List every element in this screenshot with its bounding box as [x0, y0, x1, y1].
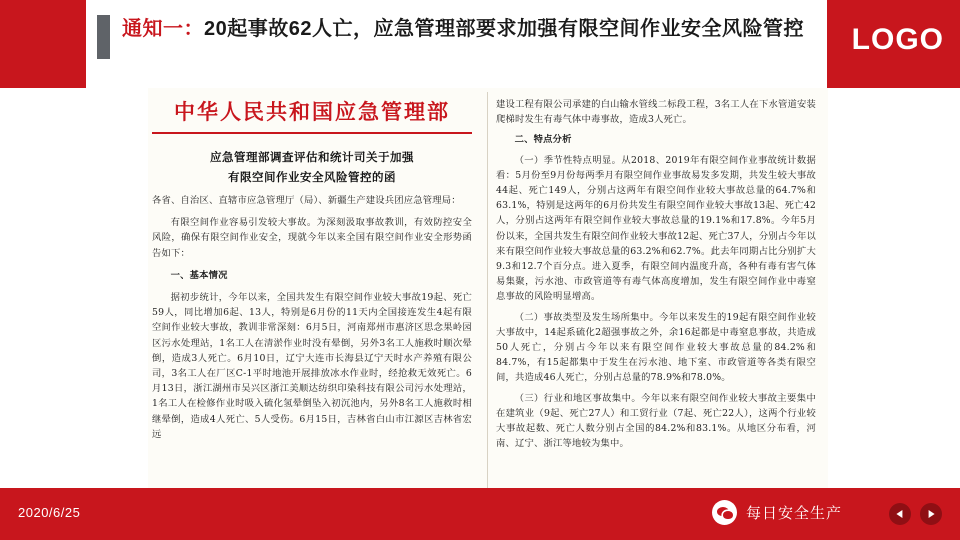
slide-header	[0, 0, 960, 88]
document-section-heading: 一、基本情况	[170, 269, 228, 281]
wechat-icon	[712, 500, 737, 525]
page-title	[122, 14, 812, 44]
document-paragraph: （二）事故类型及发生场所集中。今年以来发生的19起有限空间作业较大事故中，14起系硫化2超强事故之外，余16起都是中毒窒息事故，共造成50人死亡，分别占今年以来有限空间作业较大事故总量的84.2%和84.7%，有15起都集中于发生在污水池、地下室、市政管道等各类有限空间，共造成46人死亡，分别占总量的78.9%和78.0%。	[496, 311, 816, 384]
column-divider	[487, 92, 488, 504]
footer-brand	[712, 500, 842, 525]
document-paragraph: 据初步统计，今年以来，全国共发生有限空间作业较大事故19起、死亡59人，同比增加6起、13人，特别是6月份的11天内全国接连发生4起有限空间作业较大事故，教训非常深刻：6月5日，河南郑州市惠济区思念果岭园区污水处理站，1名工人在清淤作业时没有晕倒，另外3名工人施救时顺次晕倒，造成3人死亡。6月10日，辽宁大连市长海县辽宁天时水产养殖有限公司，3名工人在厂区C-1平时地池开展排放冰水作业时，经抢救无效死亡。6月13日，浙江湖州市吴兴区浙江美顺达纺织印染科技有限公司污水处理站，1名工人在检修作业时吸入硫化氢晕倒坠入初沉池内，另外8名工人施救时相继晕倒，造成4人死亡、5人受伤。6月15日，吉林省白山市江源区吉林省宏远	[152, 292, 472, 440]
document-left-column	[148, 88, 476, 508]
footer-navigation[interactable]	[889, 503, 942, 525]
page-title-rest: 20起事故62人亡，应急管理部要求加强有限空间作业安全风险管控	[204, 18, 804, 40]
document-paragraph: （一）季节性特点明显。从2018、2019年有限空间作业事故统计数据看：5月份至9月份每两季月有限空间作业事故易发多发期，共发生较大事故44起、死亡149人，分别占这两年有限空间作业较大事故总量的64.7%和63.1%，特别是这两年的6月份共发生有限空间作业较大事故13起、死亡42人，分别占这两年有限空间作业较大事故总量的19.1%和17.8%。今年5月份以来，全国共发生有限空间作业较大事故12起、死亡37人，分别占今年以来有限空间作业较大事故总量的63.2%和62.7%。此去年同期占比分别扩大9.3和12.7个百分点。进入夏季，有限空间内温度升高，各种有毒有害气体易集聚，污水池、市政管道等有毒气体高度增加，发生有限空间作业中毒窒息事故的风险明显增高。	[496, 154, 816, 303]
document-paragraph: （三）行业和地区事故集中。今年以来有限空间作业较大事故主要集中在建筑业（9起、死亡27人）和工贸行业（7起、死亡22人），这两个行业较大事故起数、死亡人数分别占全国的84.2%和83.1%。从地区分布看，河南、辽宁、浙江等地较为集中。	[496, 392, 816, 450]
document-paragraph: 有限空间作业容易引发较大事故。为深刻汲取事故教训，有效防控安全风险，确保有限空间作业安全，现就今年以来全国有限空间作业安全形势函告如下：	[152, 217, 472, 259]
document-paragraph: 各省、自治区、直辖市应急管理厅（局）、新疆生产建设兵团应急管理局：	[152, 195, 461, 206]
header-left-red-block	[0, 0, 86, 88]
document-scan	[148, 88, 828, 508]
document-section-heading: 二、特点分析	[514, 134, 572, 146]
prev-arrow-icon[interactable]	[889, 503, 911, 525]
header-accent-bar	[97, 15, 110, 59]
document-red-rule	[152, 132, 472, 134]
logo-text: LOGO	[851, 23, 944, 56]
document-title-line-1: 应急管理部调查评估和统计司关于加强	[210, 150, 414, 164]
page-title-lead: 通知一：	[122, 18, 204, 40]
document-paragraph: 建设工程有限公司承建的白山输水管线二标段工程，3名工人在下水管道安装爬梯时发生有毒气体中毒事故，造成3人死亡。	[496, 99, 816, 126]
footer-brand-label: 每日安全生产	[745, 505, 842, 522]
document-organization: 中华人民共和国应急管理部	[174, 99, 450, 124]
next-arrow-icon[interactable]	[920, 503, 942, 525]
slide-footer	[0, 488, 960, 540]
document-right-column	[496, 88, 816, 508]
document-title-line-2: 有限空间作业安全风险管控的函	[228, 170, 396, 184]
footer-date: 2020/6/25	[18, 505, 81, 520]
